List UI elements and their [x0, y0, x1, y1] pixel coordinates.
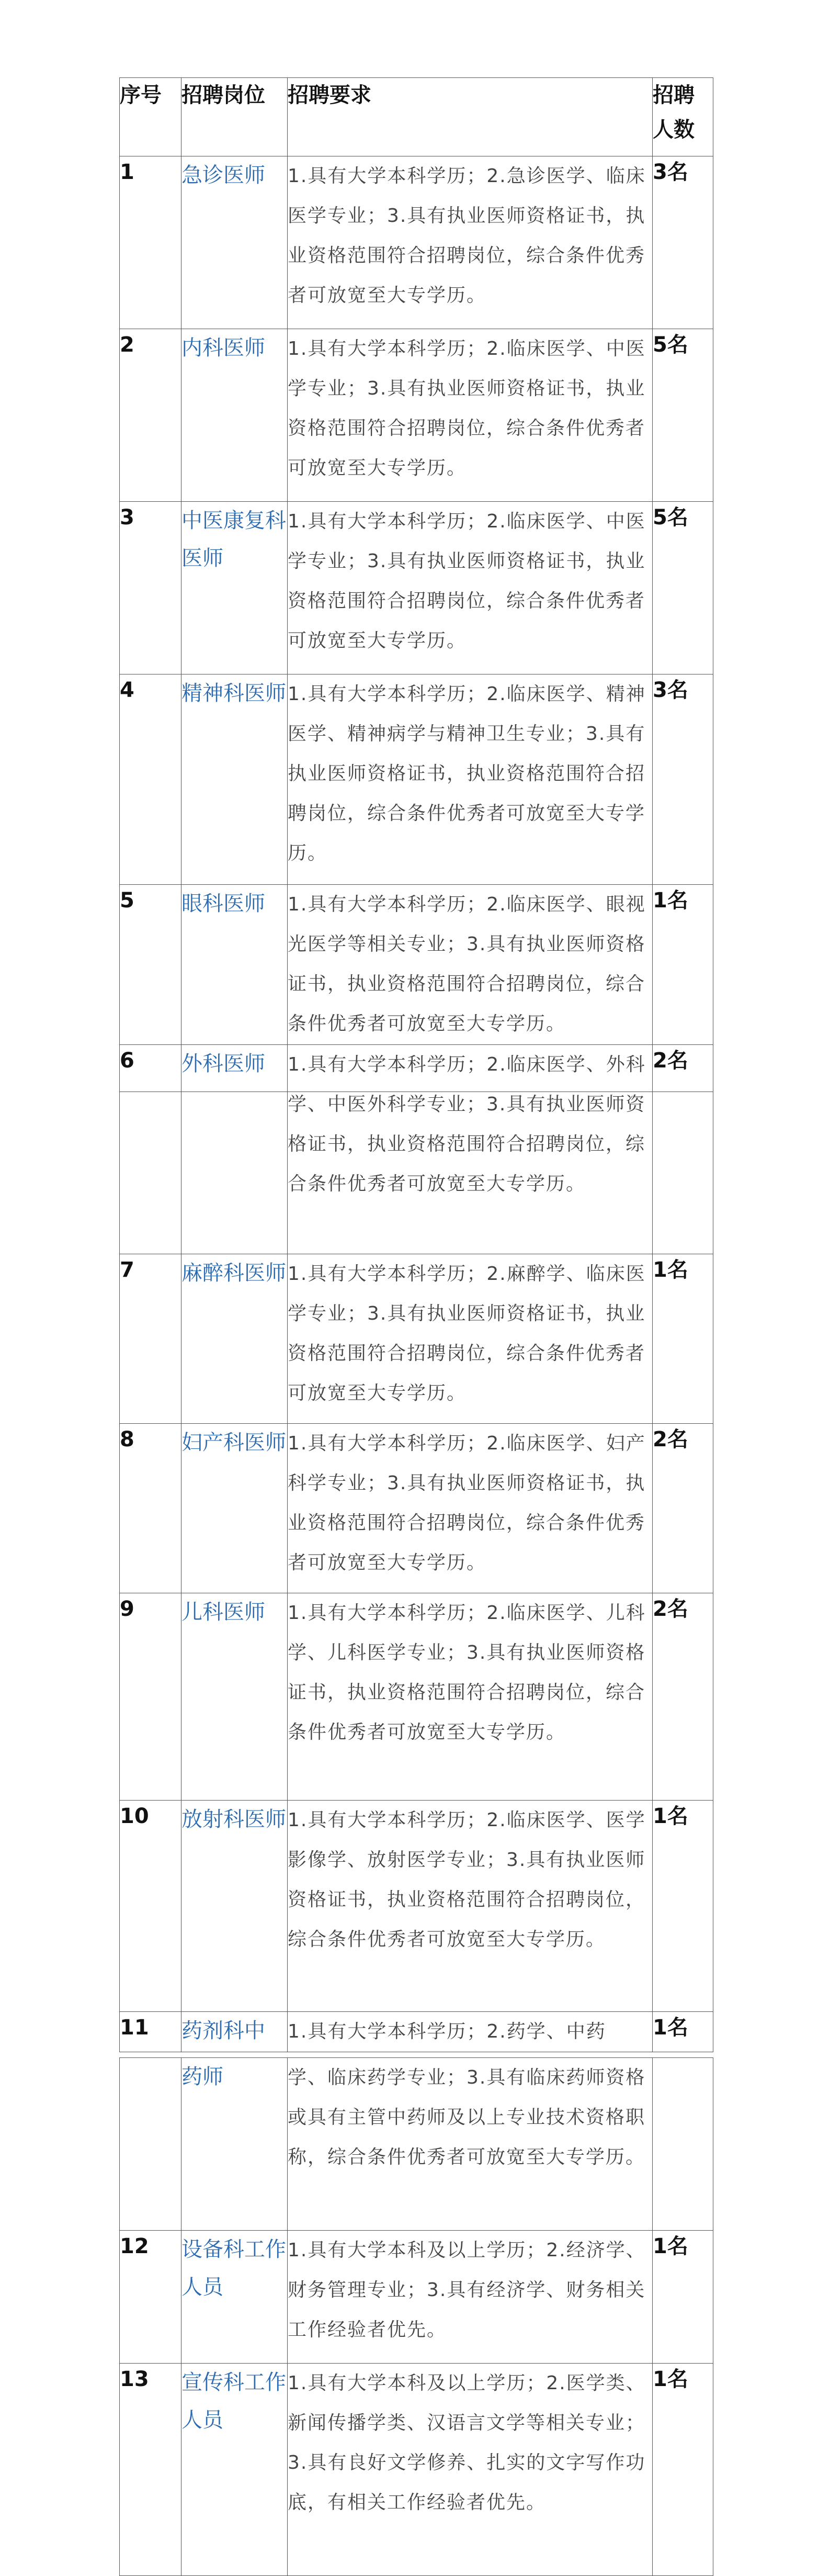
header-requirement: 招聘要求 — [288, 78, 653, 156]
table-body-3 — [120, 2058, 713, 2576]
table-row — [120, 156, 713, 329]
requirement-text: 1.具有大学本科学历；2.麻醉学、临床医学专业；3.具有执业医师资格证书，执业资格范围符合招聘岗位，综合条件优秀者可放宽至大专学历。 — [288, 1254, 653, 1424]
requirement-text: 1.具有大学本科及以上学历；2.医学类、新闻传播学类、汉语言文学等相关专业；3.具有良好文学修养、扎实的文字写作功底，有相关工作经验者优先。 — [288, 2364, 653, 2576]
row-number: 5 — [120, 885, 181, 1092]
requirement-text: 1.具有大学本科学历；2.临床医学、眼视光医学等相关专业；3.具有执业医师资格证书，执业资格范围符合招聘岗位，综合条件优秀者可放宽至大专学历。 — [288, 885, 653, 1092]
requirement-text: 1.具有大学本科学历；2.药学、中药 — [288, 2012, 653, 2052]
table-row — [120, 2012, 713, 2052]
row-number: 2 — [120, 329, 181, 502]
requirement-text: 1.具有大学本科学历；2.临床医学、中医学专业；3.具有执业医师资格证书，执业资格范围符合招聘岗位，综合条件优秀者可放宽至大专学历。 — [288, 502, 653, 674]
headcount: 2名 — [653, 1045, 713, 1254]
position-name: 麻醉科医师 — [181, 1254, 288, 1424]
table-row — [120, 1593, 713, 1801]
position-name: 内科医师 — [181, 329, 288, 502]
headcount: 1名 — [653, 1254, 713, 1424]
row-number: 11 — [120, 2012, 181, 2052]
position-name: 放射科医师 — [181, 1801, 288, 2012]
requirement-text: 1.具有大学本科及以上学历；2.经济学、财务管理专业；3.具有经济学、财务相关工作经验者优先。 — [288, 2231, 653, 2364]
row-number: 1 — [120, 156, 181, 329]
headcount: 5名 — [653, 502, 713, 674]
headcount: 1名 — [653, 2012, 713, 2052]
position-name: 妇产科医师 — [181, 1424, 288, 1593]
position-name: 急诊医师 — [181, 156, 288, 329]
row-number: 12 — [120, 2231, 181, 2364]
requirement-text: 1.具有大学本科学历；2.临床医学、精神医学、精神病学与精神卫生专业；3.具有执业医师资格证书，执业资格范围符合招聘岗位，综合条件优秀者可放宽至大专学历。 — [288, 674, 653, 885]
headcount: 1名 — [653, 1801, 713, 2012]
headcount — [653, 2058, 713, 2231]
position-name: 精神科医师 — [181, 674, 288, 885]
table-row — [120, 2058, 713, 2231]
headcount: 1名 — [653, 2364, 713, 2576]
table-row — [120, 1045, 713, 1254]
position-name: 儿科医师 — [181, 1593, 288, 1801]
table-row — [120, 2231, 713, 2364]
table-header-row — [120, 78, 713, 156]
recruitment-table-part-3 — [119, 2057, 713, 2576]
recruitment-table-part-2 — [119, 1044, 713, 2052]
headcount: 1名 — [653, 885, 713, 1092]
headcount: 3名 — [653, 674, 713, 885]
recruitment-table-part-1 — [119, 77, 713, 1092]
table-body-1 — [120, 156, 713, 1092]
headcount: 1名 — [653, 2231, 713, 2364]
requirement-text: 1.具有大学本科学历；2.临床医学、妇产科学专业；3.具有执业医师资格证书，执业资格范围符合招聘岗位，综合条件优秀者可放宽至大专学历。 — [288, 1424, 653, 1593]
position-name: 药师 — [181, 2058, 288, 2231]
table-row — [120, 1424, 713, 1593]
position-name: 宣传科工作人员 — [181, 2364, 288, 2576]
table-row — [120, 502, 713, 674]
table-row — [120, 1801, 713, 2012]
requirement-text: 1.具有大学本科学历；2.临床医学、中医学专业；3.具有执业医师资格证书，执业资格范围符合招聘岗位，综合条件优秀者可放宽至大专学历。 — [288, 329, 653, 502]
requirement-text: 1.具有大学本科学历；2.临床医学、外科学、中医外科学专业；3.具有执业医师资格证书，执业资格范围符合招聘岗位，综合条件优秀者可放宽至大专学历。 — [288, 1045, 653, 1254]
table-row — [120, 674, 713, 885]
table-body-2 — [120, 1045, 713, 2052]
position-name: 中医康复科医师 — [181, 502, 288, 674]
headcount: 3名 — [653, 156, 713, 329]
position-name: 眼科医师 — [181, 885, 288, 1092]
row-number: 4 — [120, 674, 181, 885]
requirement-text: 1.具有大学本科学历；2.临床医学、医学影像学、放射医学专业；3.具有执业医师资格证书，执业资格范围符合招聘岗位， 综合条件优秀者可放宽至大专学历。 — [288, 1801, 653, 2012]
header-count: 招聘人数 — [653, 78, 713, 156]
requirement-text: 学、临床药学专业；3.具有临床药师资格或具有主管中药师及以上专业技术资格职称，综合条件优秀者可放宽至大专学历。 — [288, 2058, 653, 2231]
requirement-text: 1.具有大学本科学历；2.临床医学、儿科学、儿科医学专业；3.具有执业医师资格证书，执业资格范围符合招聘岗位，综合条件优秀者可放宽至大专学历。 — [288, 1593, 653, 1801]
headcount: 2名 — [653, 1593, 713, 1801]
row-number: 6 — [120, 1045, 181, 1254]
headcount: 5名 — [653, 329, 713, 502]
row-number: 8 — [120, 1424, 181, 1593]
table-row — [120, 2364, 713, 2576]
row-number: 10 — [120, 1801, 181, 2012]
row-number: 3 — [120, 502, 181, 674]
header-position: 招聘岗位 — [181, 78, 288, 156]
position-name: 药剂科中 — [181, 2012, 288, 2052]
headcount: 2名 — [653, 1424, 713, 1593]
table-row — [120, 329, 713, 502]
position-name: 设备科工作人员 — [181, 2231, 288, 2364]
row-number — [120, 2058, 181, 2231]
requirement-text: 1.具有大学本科学历；2.急诊医学、临床医学专业；3.具有执业医师资格证书，执业资格范围符合招聘岗位，综合条件优秀者可放宽至大专学历。 — [288, 156, 653, 329]
row-number: 9 — [120, 1593, 181, 1801]
row-number: 13 — [120, 2364, 181, 2576]
position-name: 外科医师 — [181, 1045, 288, 1254]
row-number: 7 — [120, 1254, 181, 1424]
header-no: 序号 — [120, 78, 181, 156]
table-row — [120, 1254, 713, 1424]
